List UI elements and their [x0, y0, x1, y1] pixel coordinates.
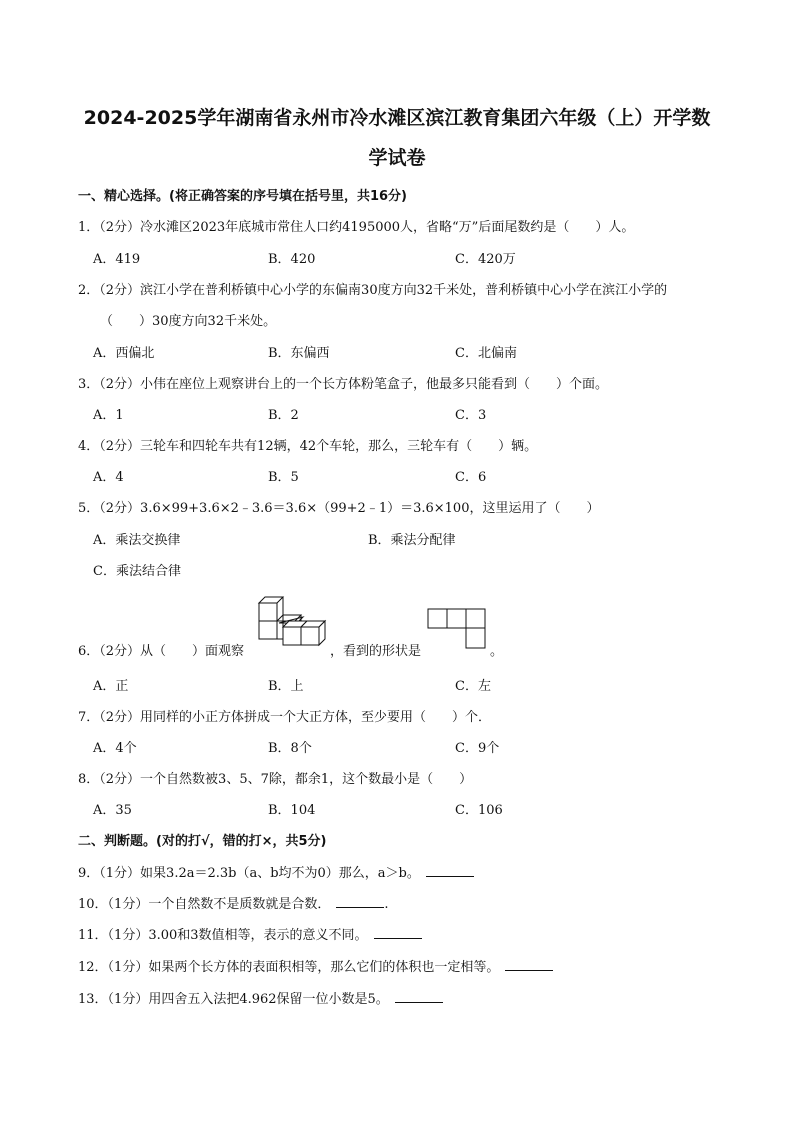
question-9: [78, 862, 474, 881]
q4-option-b: B．5: [268, 470, 299, 485]
q8-option-a: A．35: [93, 803, 132, 818]
question-13-text: 13．（1分）用四舍五入法把4.962保留一位小数是5。: [78, 992, 389, 1007]
q7-option-a: A．4个: [93, 741, 137, 756]
question-8: 8．（2分）一个自然数被3、5、7除，都余1，这个数最小是（ ）: [78, 772, 473, 787]
question-12-text: 12．（1分）如果两个长方体的表面积相等，那么它们的体积也一定相等。: [78, 960, 500, 975]
question-9-text: 9．（1分）如果3.2a＝2.3b（a、b均不为0）那么，a＞b。: [78, 866, 420, 881]
title-line-2: 学试卷: [368, 147, 426, 169]
question-12: [78, 956, 553, 975]
q1-option-c: C．420万: [455, 252, 516, 267]
question-2-line-2: （ ）30度方向32千米处。: [100, 314, 277, 329]
q7-option-c: C．9个: [455, 741, 500, 756]
answer-blank[interactable]: [336, 895, 384, 908]
q4-option-c: C．6: [455, 470, 487, 485]
question-13: [78, 988, 443, 1007]
question-5: 5．（2分）3.6×99+3.6×2﹣3.6＝3.6×（99+2﹣1）＝3.6×100，这里运用了（ ）: [78, 501, 600, 516]
question-2-line-1: 2．（2分）滨江小学在普利桥镇中心小学的东偏南30度方向32千米处，普利桥镇中心小学在滨江小学的: [78, 283, 668, 298]
q5-option-a: A．乘法交换律: [93, 533, 181, 548]
section-choice-heading: 一、精心选择。(将正确答案的序号填在括号里，共16分): [78, 189, 407, 204]
q1-option-a: A．419: [93, 252, 141, 267]
question-7: 7．（2分）用同样的小正方体拼成一个大正方体，至少要用（ ）个．: [78, 710, 492, 725]
question-4: 4．（2分）三轮车和四轮车共有12辆，42个车轮，那么，三轮车有（ ）辆。: [78, 439, 538, 454]
question-6-part-1: 6．（2分）从（ ）面观察: [78, 644, 245, 659]
q6-option-a: A．正: [93, 679, 129, 694]
q6-option-c: C．左: [455, 679, 491, 694]
question-1: 1．（2分）冷水滩区2023年底城市常住人口约4195000人，省略“万”后面尾数约是（ ）人。: [78, 220, 635, 235]
q3-option-a: A．1: [93, 408, 124, 423]
question-6-part-3: 。: [490, 644, 504, 659]
answer-blank[interactable]: [505, 958, 553, 971]
q4-option-a: A．4: [93, 470, 124, 485]
q7-option-b: B．8个: [268, 741, 312, 756]
answer-blank[interactable]: [374, 926, 422, 939]
q8-option-c: C．106: [455, 803, 503, 818]
q1-option-b: B．420: [268, 252, 316, 267]
question-11-text: 11．（1分）3.00和3数值相等，表示的意义不同。: [78, 928, 368, 943]
q2-option-c: C．北偏南: [455, 346, 517, 361]
view-shape-figure: [427, 608, 487, 650]
q2-option-b: B．东偏西: [268, 346, 330, 361]
q3-option-c: C．3: [455, 408, 487, 423]
q2-option-a: A．西偏北: [93, 346, 155, 361]
question-11: [78, 924, 422, 943]
cube-stack-figure: [255, 595, 327, 655]
q3-option-b: B．2: [268, 408, 299, 423]
q5-option-c: C．乘法结合律: [93, 564, 181, 579]
question-3: 3．（2分）小伟在座位上观察讲台上的一个长方体粉笔盒子，他最多只能看到（ ）个面。: [78, 377, 609, 392]
q5-option-b: B．乘法分配律: [368, 533, 456, 548]
question-6-part-2: ，看到的形状是: [330, 644, 422, 659]
section-judge-heading: 二、判断题。(对的打√，错的打×，共5分): [78, 834, 327, 849]
question-10: [78, 893, 388, 912]
q8-option-b: B．104: [268, 803, 316, 818]
q6-option-b: B．上: [268, 679, 304, 694]
question-10-text: 10．（1分）一个自然数不是质数就是合数．: [78, 897, 331, 912]
question-10-end: .: [384, 897, 389, 912]
answer-blank[interactable]: [395, 990, 443, 1003]
title-line-1: 2024-2025学年湖南省永州市冷水滩区滨江教育集团六年级（上）开学数: [83, 107, 711, 129]
answer-blank[interactable]: [426, 864, 474, 877]
